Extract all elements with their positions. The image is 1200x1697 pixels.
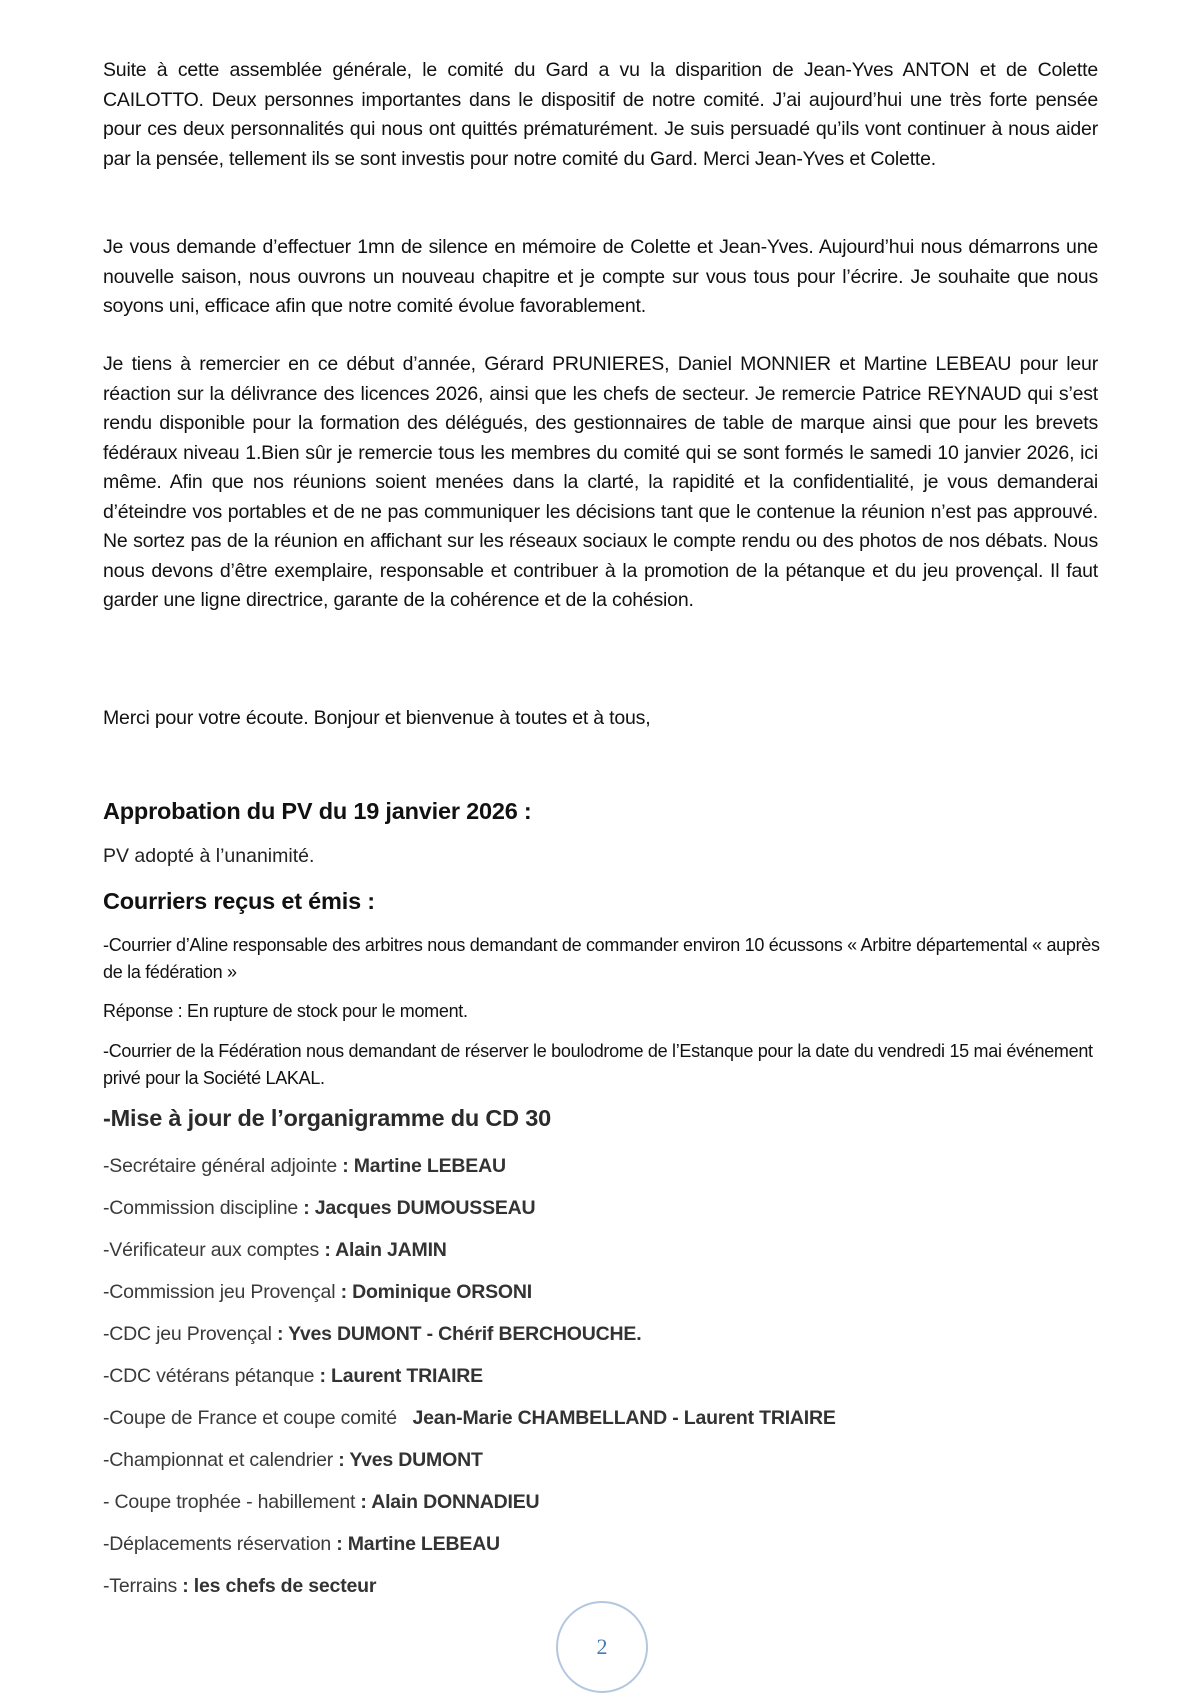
role-sep: : (338, 1449, 350, 1471)
courrier-response: Réponse : En rupture de stock pour le moment. (103, 1001, 468, 1021)
role-sep: : (276, 1323, 289, 1345)
org-role-line (103, 1573, 376, 1599)
org-role-line (103, 1531, 500, 1557)
role-person: Laurent TRIAIRE (331, 1365, 483, 1387)
role-sep: : (319, 1365, 332, 1387)
role-label: -Secrétaire général adjointe (103, 1155, 343, 1177)
org-role-line (103, 1153, 506, 1179)
org-role-line (103, 1237, 447, 1263)
role-label: -Championnat et calendrier (103, 1449, 339, 1471)
role-sep: : (324, 1239, 336, 1261)
org-role-line (103, 1447, 483, 1473)
role-sep: : (340, 1281, 353, 1303)
paragraph-thanks: Je tiens à remercier en ce début d’année, Gérard PRUNIERES, Daniel MONNIER et Martine LEBEAU pour leur réaction sur la délivrance des licences 2026, ainsi que les chefs de secteur. Je remercie Patrice REYNAUD qui s’est rendu disponible pour la formation des délégués, des gestionnaires de table de marque ainsi que pour les brevets fédéraux niveau 1.Bien sûr je remercie tous les membres du comité qui se sont formés le samedi 10 janvier 2026, ici même. Afin que nos réunions soient menées dans la clarté, la rapidité et la confidentialité, je vous demanderai d’éteindre vos portables et de ne pas communiquer les décisions tant que le contenue la réunion n’est pas approuvé. Ne sortez pas de la réunion en affichant sur les réseaux sociaux le compte rendu ou des photos de nos débats. Nous nous devons d’être exemplaire, responsable et contribuer à la promotion de la pétanque et du jeu provençal. Il faut garder une ligne directrice, garante de la cohérence et de la cohésion. (103, 353, 1098, 611)
role-label: -Vérificateur aux comptes (103, 1239, 325, 1261)
org-role-line (103, 1321, 641, 1347)
org-role-line (103, 1489, 539, 1515)
page-number-badge (556, 1601, 648, 1693)
role-label: -Coupe de France et coupe comité (103, 1407, 413, 1429)
role-label: -Commission discipline (103, 1197, 304, 1219)
role-person: Alain JAMIN (335, 1239, 447, 1261)
heading-courriers: Courriers reçus et émis : (103, 888, 375, 914)
org-role-line (103, 1405, 836, 1431)
role-label: -CDC jeu Provençal (103, 1323, 277, 1345)
paragraph-silence: Je vous demande d’effectuer 1mn de silence en mémoire de Colette et Jean-Yves. Aujourd’hui nous démarrons une nouvelle saison, nous ouvrons un nouveau chapitre et je compte sur vous tous pour l’écrire. Je souhaite que nous soyons uni, efficace afin que notre comité évolue favorablement. (103, 236, 1098, 317)
org-role-line (103, 1195, 535, 1221)
role-person: Yves DUMONT - Chérif BERCHOUCHE. (288, 1323, 642, 1345)
role-person: Martine LEBEAU (347, 1533, 500, 1555)
paragraph-tribute: Suite à cette assemblée générale, le comité du Gard a vu la disparition de Jean-Yves ANTON et de Colette CAILOTTO. Deux personnes importantes dans le dispositif de notre comité. J’ai aujourd’hui une très forte pensée pour ces deux personnalités qui nous ont quittés prématurément. Je suis persuadé qu’ils vont continuer à nous aider par la pensée, tellement ils se sont investis pour notre comité du Gard. Merci Jean-Yves et Colette. (103, 59, 1098, 170)
role-person: Dominique ORSONI (352, 1281, 532, 1303)
role-label: -CDC vétérans pétanque (103, 1365, 320, 1387)
role-label: - Coupe trophée - habillement (103, 1491, 361, 1513)
role-person: Alain DONNADIEU (371, 1491, 540, 1513)
role-person: Jacques DUMOUSSEAU (314, 1197, 536, 1219)
role-person: Yves DUMONT (349, 1449, 483, 1471)
courrier-item: -Courrier d’Aline responsable des arbitres nous demandant de commander environ 10 écussons « Arbitre départemental « auprès de la fédération » (103, 935, 1100, 982)
org-role-line (103, 1279, 532, 1305)
heading-approbation: Approbation du PV du 19 janvier 2026 : (103, 798, 532, 824)
role-sep: : (336, 1533, 348, 1555)
role-label: -Déplacements réservation (103, 1533, 337, 1555)
heading-organigramme: -Mise à jour de l’organigramme du CD 30 (103, 1105, 551, 1131)
role-sep: : (303, 1197, 315, 1219)
approbation-text: PV adopté à l’unanimité. (103, 845, 315, 867)
role-person: Martine LEBEAU (353, 1155, 506, 1177)
role-person: les chefs de secteur (193, 1575, 377, 1597)
page-number: 2 (596, 1634, 608, 1659)
role-label: -Commission jeu Provençal (103, 1281, 341, 1303)
role-sep: : (342, 1155, 354, 1177)
role-label: -Terrains (103, 1575, 183, 1597)
org-role-line (103, 1363, 483, 1389)
paragraph-closing: Merci pour votre écoute. Bonjour et bienvenue à toutes et à tous, (103, 707, 651, 729)
role-sep: : (360, 1491, 372, 1513)
role-sep: : (182, 1575, 194, 1597)
role-person: Jean-Marie CHAMBELLAND - Laurent TRIAIRE (412, 1407, 836, 1429)
courrier-item: -Courrier de la Fédération nous demandant de réserver le boulodrome de l’Estanque pour la date du vendredi 15 mai événement privé pour la Société LAKAL. (103, 1041, 1093, 1088)
